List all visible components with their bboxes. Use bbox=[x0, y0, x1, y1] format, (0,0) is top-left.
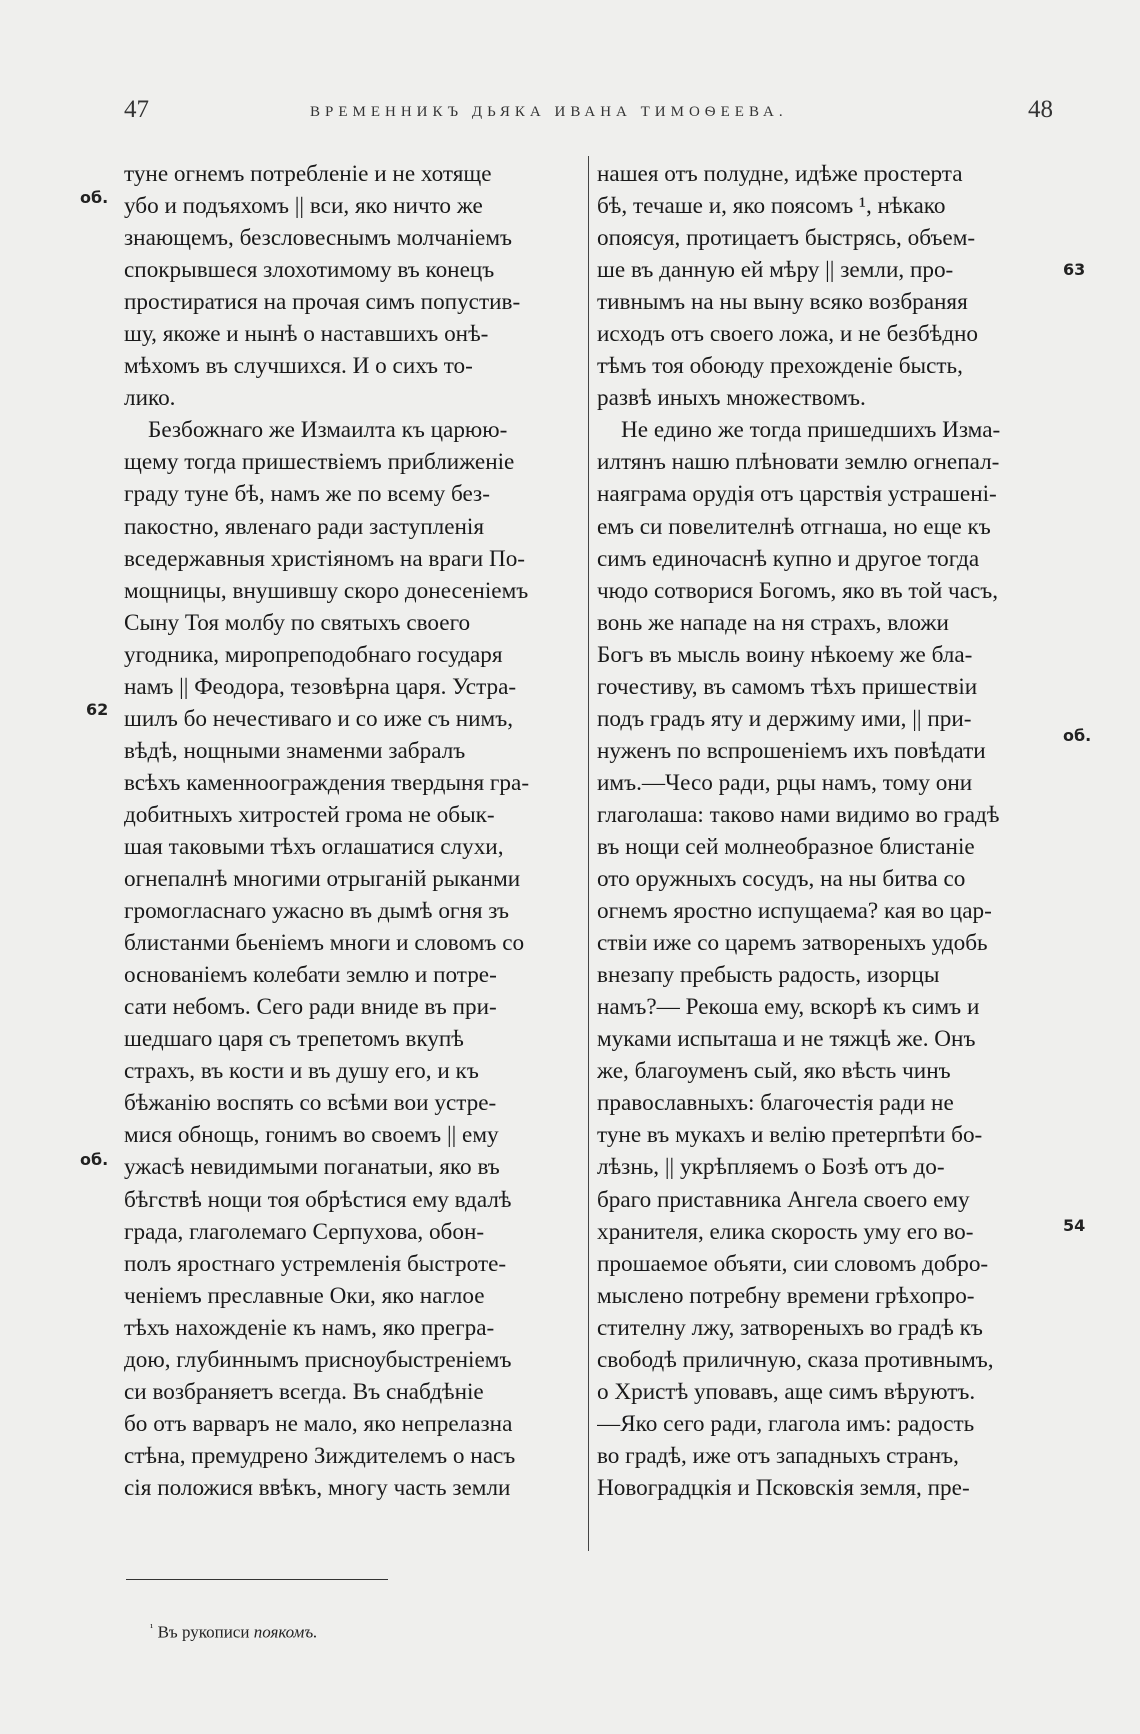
text-line: знающемъ, безсловеснымъ молчаніемъ bbox=[124, 225, 512, 252]
text-line: щему тогда пришествіемъ приближеніе bbox=[124, 449, 515, 476]
text-line: имъ.—Чесо ради, рцы намъ, тому они bbox=[597, 769, 973, 796]
text-line: стителну лжу, затвореныхъ во градѣ къ bbox=[597, 1314, 983, 1341]
text-line: нуженъ по вспрошеніемъ ихъ повѣдати bbox=[597, 737, 986, 764]
text-line: вседержавныя христіяномъ на враги По- bbox=[124, 545, 526, 572]
text-line: мощницы, внушившу скоро донесеніемъ bbox=[124, 577, 529, 604]
text-line: основаніемъ колебати землю и потре- bbox=[124, 962, 497, 989]
text-line: Сыну Тоя молбу по святыхъ своего bbox=[124, 609, 471, 636]
text-line: шу, якоже и нынѣ о наставшихъ онѣ- bbox=[124, 321, 489, 348]
margin-note-folio: 62 bbox=[86, 700, 109, 719]
text-line: громогласнаго ужасно въ дымѣ огня зъ bbox=[124, 898, 510, 925]
text-line: добитныхъ хитростей грома не обык- bbox=[124, 801, 495, 828]
text-line: полъ яростнаго устремленія быстроте- bbox=[124, 1250, 507, 1277]
text-line: илтянъ нашю плѣновати землю огнепал- bbox=[597, 449, 1000, 476]
text-line: тѣхъ нахожденіе къ намъ, яко прегра- bbox=[124, 1314, 495, 1341]
text-line: дою, глубиннымъ присноубыстреніемъ bbox=[124, 1346, 512, 1373]
running-title: ВРЕМЕННИКЪ ДЬЯКА ИВАНА ТИМОѲЕЕВА. bbox=[310, 104, 788, 120]
right-page-number: 48 bbox=[1028, 96, 1053, 123]
text-line: блистанми бьеніемъ многи и словомъ со bbox=[124, 930, 525, 957]
text-line: угодника, миропреподобнаго государя bbox=[124, 641, 503, 668]
footnote-italic-word: поякомъ. bbox=[253, 1622, 318, 1642]
text-line: развѣ иныхъ множествомъ. bbox=[597, 385, 866, 412]
text-line: бѣгствѣ нощи тоя обрѣстися ему вдалѣ bbox=[124, 1186, 512, 1213]
margin-note-folio-verso: об. bbox=[1063, 726, 1092, 745]
text-line: Новоградцкія и Псковскія земля, пре- bbox=[597, 1474, 970, 1501]
text-line: шедшаго царя съ трепетомъ вкупѣ bbox=[124, 1026, 464, 1053]
text-line: вѣдѣ, нощными знаменми забралъ bbox=[124, 737, 466, 764]
text-line: намъ?— Рекоша ему, вскорѣ къ симъ и bbox=[597, 994, 980, 1021]
text-line: всѣхъ каменноограждения твердыня гра- bbox=[124, 769, 530, 796]
text-line: наяграма орудія отъ царствія устрашені- bbox=[597, 481, 997, 508]
text-line: же, благоуменъ сый, яко вѣсть чинъ bbox=[597, 1058, 951, 1085]
running-header bbox=[0, 96, 1140, 130]
text-line: ото оружныхъ сосудъ, на ны битва со bbox=[597, 866, 966, 893]
margin-note-folio: 63 bbox=[1063, 260, 1086, 279]
text-line: убо и подъяхомъ || вси, яко ничто же bbox=[124, 193, 483, 220]
text-line: ужасѣ невидимыми поганатыи, яко въ bbox=[124, 1154, 500, 1181]
text-line: бо отъ варваръ не мало, яко непрелазна bbox=[124, 1410, 513, 1437]
left-page-number: 47 bbox=[124, 96, 149, 123]
text-line: сати небомъ. Сего ради вниде въ при- bbox=[124, 994, 497, 1021]
margin-note-folio-verso: об. bbox=[80, 1150, 109, 1169]
text-line: о Христѣ уповавъ, аще симъ вѣруютъ. bbox=[597, 1378, 976, 1405]
footnote bbox=[150, 1622, 317, 1643]
text-line: мѣхомъ въ случшихся. И о сихъ то- bbox=[124, 353, 473, 380]
text-line: лѣзнь, || укрѣпляемъ о Бозѣ отъ до- bbox=[597, 1154, 945, 1181]
text-line: прошаемое объяти, сии словомъ добро- bbox=[597, 1250, 989, 1277]
column-divider bbox=[588, 156, 589, 1551]
text-line: тѣмъ тоя обоюду прехожденіе бысть, bbox=[597, 353, 963, 380]
footnote-text: Въ рукописи bbox=[157, 1622, 250, 1642]
text-line: вонь же нападе на ня страхъ, вложи bbox=[597, 609, 949, 636]
margin-note-folio: 54 bbox=[1063, 1216, 1086, 1235]
text-line: емъ си повелителнѣ отгнаша, но еще къ bbox=[597, 513, 991, 540]
text-line: града, глаголемаго Серпухова, обон- bbox=[124, 1218, 485, 1245]
text-line: Не едино же тогда пришедшихъ Изма- bbox=[621, 417, 1001, 444]
text-line: симъ единочаснѣ купно и другое тогда bbox=[597, 545, 980, 572]
text-line: стѣна, премудрено Зиждителемъ о насъ bbox=[124, 1442, 516, 1469]
left-column bbox=[124, 158, 582, 1504]
text-line: хранителя, елика скорость уму его во- bbox=[597, 1218, 974, 1245]
text-line: мися обнощь, гонимъ во своемъ || ему bbox=[124, 1122, 499, 1149]
text-line: сія положися ввѣкъ, многу часть земли bbox=[124, 1474, 511, 1501]
text-line: ше въ данную ей мѣру || земли, про- bbox=[597, 257, 954, 284]
text-line: свободѣ приличную, сказа противнымъ, bbox=[597, 1346, 994, 1373]
text-line: шая таковыми тѣхъ оглашатися слухи, bbox=[124, 833, 504, 860]
text-line: тивнымъ на ны выну всяко возбраняя bbox=[597, 289, 968, 316]
text-line: ствіи иже со царемъ затвореныхъ удобь bbox=[597, 930, 988, 957]
text-line: страхъ, въ кости и въ душу его, и къ bbox=[124, 1058, 479, 1085]
text-line: лико. bbox=[124, 385, 176, 412]
text-line: Безбожнаго же Измаилта къ царюю- bbox=[148, 417, 508, 444]
text-line: бѣ, течаше и, яко поясомъ ¹, нѣкако bbox=[597, 193, 946, 220]
footnote-rule bbox=[126, 1579, 388, 1580]
text-line: подъ градъ яту и держиму ими, || при- bbox=[597, 705, 972, 732]
text-line: исходъ отъ своего ложа, и не безбѣдно bbox=[597, 321, 979, 348]
text-line: намъ || Феодора, тезовѣрна царя. Устра- bbox=[124, 673, 517, 700]
text-line: муками испыташа и не тяжцѣ же. Онъ bbox=[597, 1026, 976, 1053]
text-line: въ нощи сей молнеобразное блистаніе bbox=[597, 833, 975, 860]
text-line: опоясуя, протицаетъ быстрясь, объем- bbox=[597, 225, 976, 252]
right-column bbox=[597, 158, 1054, 1504]
text-line: туне въ мукахъ и велію претерпѣти бо- bbox=[597, 1122, 983, 1149]
text-line: огнепалнѣ многими отрыганій рыканми bbox=[124, 866, 521, 893]
text-line: шилъ бо нечестиваго и со иже съ нимъ, bbox=[124, 705, 514, 732]
text-line: браго приставника Ангела своего ему bbox=[597, 1186, 970, 1213]
text-line: простиратися на прочая симъ попустив- bbox=[124, 289, 521, 316]
text-line: гочестиву, въ самомъ тѣхъ пришествіи bbox=[597, 673, 978, 700]
text-line: Богъ въ мысль воину нѣкоему же бла- bbox=[597, 641, 973, 668]
text-line: мыслено потребну времени грѣхопро- bbox=[597, 1282, 975, 1309]
text-line: туне огнемъ потребленіе и не хотяще bbox=[124, 161, 492, 187]
text-line: пакостно, явленаго ради заступленія bbox=[124, 513, 485, 540]
text-line: —Яко сего ради, глагола имъ: радость bbox=[597, 1410, 975, 1437]
text-line: огнемъ яростно испущаема? кая во цар- bbox=[597, 898, 992, 925]
text-line: граду туне бѣ, намъ же по всему без- bbox=[124, 481, 490, 508]
text-line: глаголаша: таково нами видимо во градѣ bbox=[597, 801, 1000, 828]
footnote-mark: ¹ bbox=[150, 1622, 154, 1634]
text-line: православныхъ: благочестія ради не bbox=[597, 1090, 954, 1117]
text-line: бѣжанію воспять со всѣми вои устре- bbox=[124, 1090, 497, 1117]
text-line: спокрывшеся злохотимому въ конецъ bbox=[124, 257, 495, 284]
text-line: чюдо сотворися Богомъ, яко въ той часъ, bbox=[597, 577, 999, 604]
text-line: во градѣ, иже отъ западныхъ странъ, bbox=[597, 1442, 959, 1469]
text-line: нашея отъ полудне, идѣже простерта bbox=[597, 161, 963, 187]
text-line: си возбраняетъ всегда. Въ снабдѣніе bbox=[124, 1378, 484, 1405]
margin-note-folio-verso: об. bbox=[80, 188, 109, 207]
text-line: ченіемъ преславные Оки, яко наглое bbox=[124, 1282, 485, 1309]
text-line: внезапу пребысть радость, изорцы bbox=[597, 962, 940, 989]
